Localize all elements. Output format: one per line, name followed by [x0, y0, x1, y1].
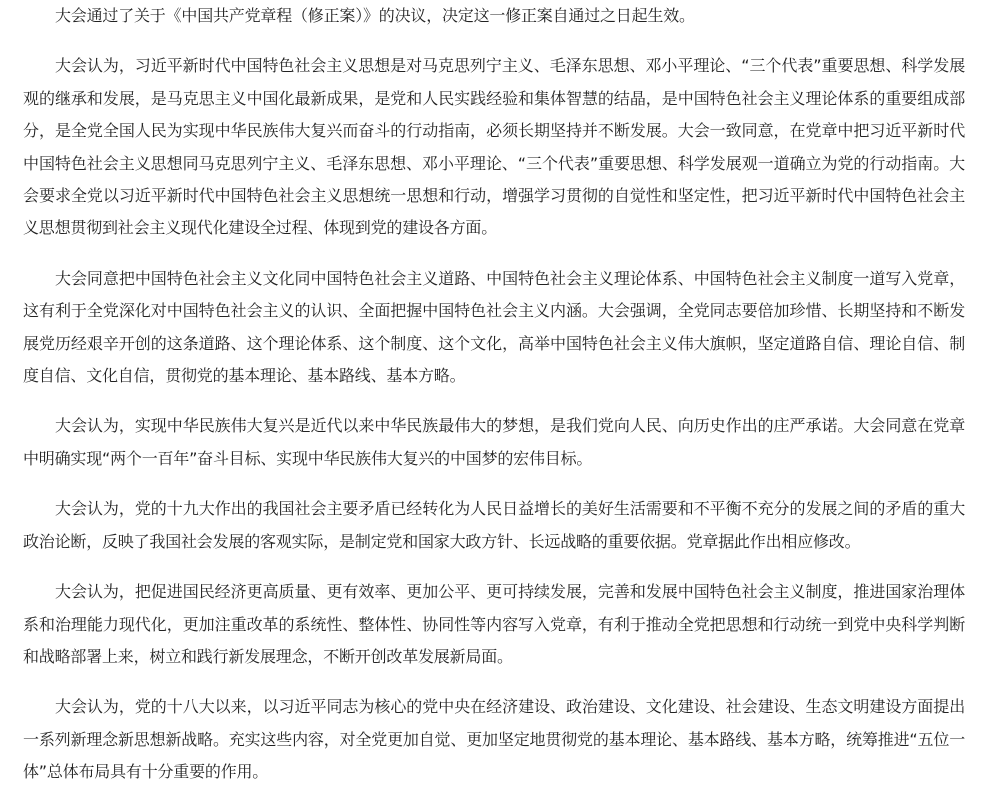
paragraph-principal-contradiction: 大会认为，党的十九大作出的我国社会主要矛盾已经转化为人民日益增长的美好生活需要和不平衡不充分的发展之间的矛盾的重大政治论断，反映了我国社会发展的客观实际，是制定党和国家大政方针、长远战略的重要依据。党章据此作出相应修改。	[23, 499, 965, 551]
paragraph-socialist-culture: 大会同意把中国特色社会主义文化同中国特色社会主义道路、中国特色社会主义理论体系、中国特色社会主义制度一道写入党章，这有利于全党深化对中国特色社会主义的认识、全面把握中国特色社会主义内涵。大会强调，全党同志要倍加珍惜、长期坚持和不断发展党历经艰辛开创的这条道路、这个理论体系、这个制度、这个文化，高举中国特色社会主义伟大旗帜，坚定道路自信、理论自信、制度自信、文化自信，贯彻党的基本理论、基本路线、基本方略。	[23, 268, 965, 386]
paragraph-resolution: 大会通过了关于《中国共产党章程（修正案）》的决议，决定这一修正案自通过之日起生效。	[55, 6, 695, 25]
paragraph-xi-thought: 大会认为，习近平新时代中国特色社会主义思想是对马克思列宁主义、毛泽东思想、邓小平理论、“三个代表”重要思想、科学发展观的继承和发展，是马克思主义中国化最新成果，是党和人民实践经验和集体智慧的结晶，是中国特色社会主义理论体系的重要组成部分，是全党全国人民为实现中华民族伟大复兴而奋斗的行动指南，必须长期坚持并不断发展。大会一致同意，在党章中把习近平新时代中国特色社会主义思想同马克思列宁主义、毛泽东思想、邓小平理论、“三个代表”重要思想、科学发展观一道确立为党的行动指南。大会要求全党以习近平新时代中国特色社会主义思想统一思想和行动，增强学习贯彻的自觉性和坚定性，把习近平新时代中国特色社会主义思想贯彻到社会主义现代化建设全过程、体现到党的建设各方面。	[23, 56, 965, 238]
paragraph-rejuvenation-dream: 大会认为，实现中华民族伟大复兴是近代以来中华民族最伟大的梦想，是我们党向人民、向历史作出的庄严承诺。大会同意在党章中明确实现“两个一百年”奋斗目标、实现中华民族伟大复兴的中国梦的宏伟目标。	[23, 416, 965, 468]
article-body	[23, 0, 965, 807]
paragraph-five-sphere-plan: 大会认为，党的十八大以来，以习近平同志为核心的党中央在经济建设、政治建设、文化建设、社会建设、生态文明建设方面提出一系列新理念新思想新战略。充实这些内容，对全党更加自觉、更加坚定地贯彻党的基本理论、基本路线、基本方略，统筹推进“五位一体”总体布局具有十分重要的作用。	[23, 697, 965, 782]
paragraph-economic-development: 大会认为，把促进国民经济更高质量、更有效率、更加公平、更可持续发展，完善和发展中国特色社会主义制度，推进国家治理体系和治理能力现代化，更加注重改革的系统性、整体性、协同性等内容写入党章，有利于推动全党把思想和行动统一到党中央科学判断和战略部署上来，树立和践行新发展理念，不断开创改革发展新局面。	[23, 582, 965, 666]
